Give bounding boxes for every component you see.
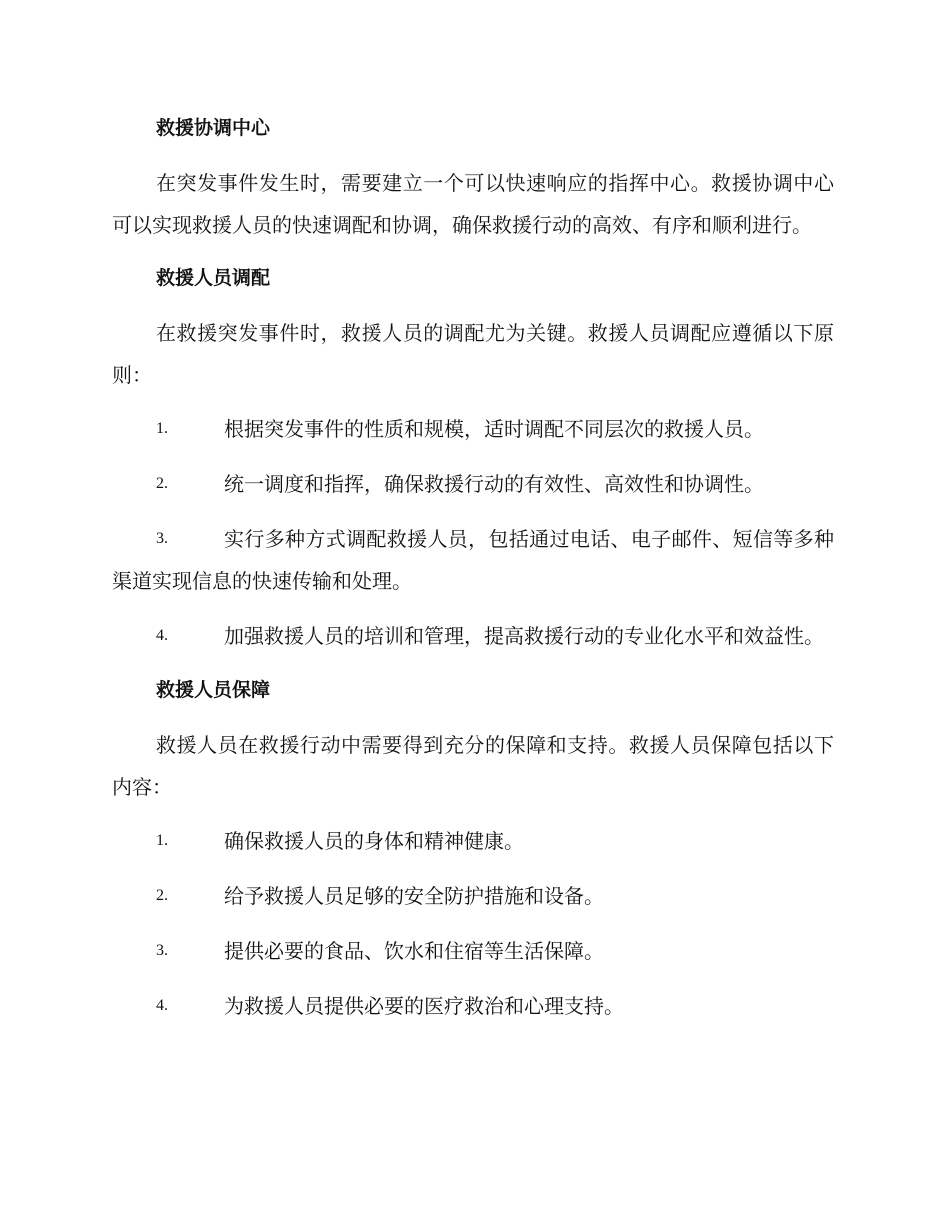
section-heading: 救援人员保障 (156, 679, 271, 701)
list-item (112, 930, 834, 972)
list-item (112, 875, 834, 917)
section-heading: 救援协调中心 (156, 117, 271, 139)
list-item (112, 820, 834, 862)
section-paragraph: 在突发事件发生时，需要建立一个可以快速响应的指挥中心。救援协调中心可以实现救援人员的快速调配和协调，确保救援行动的高效、有序和顺利进行。 (112, 171, 834, 237)
list-item-number: 4. (156, 627, 168, 644)
list-item-number: 1. (156, 420, 168, 437)
list-item-text: 根据突发事件的性质和规模，适时调配不同层次的救援人员。 (224, 417, 764, 441)
list-item-text: 确保救援人员的身体和精神健康。 (224, 829, 524, 853)
section-heading: 救援人员调配 (156, 267, 271, 289)
document-page (112, 108, 834, 1040)
section-rescue-coordination-center (112, 108, 834, 246)
section-paragraph: 救援人员在救援行动中需要得到充分的保障和支持。救援人员保障包括以下内容： (112, 733, 834, 799)
list-item-number: 4. (156, 997, 168, 1014)
list-item (112, 518, 834, 602)
list-item-text: 为救援人员提供必要的医疗救治和心理支持。 (224, 994, 624, 1018)
list-item (112, 408, 834, 450)
list-item-text: 统一调度和指挥，确保救援行动的有效性、高效性和协调性。 (224, 472, 764, 496)
list-item-number: 2. (156, 475, 168, 492)
list-item-text: 加强救援人员的培训和管理，提高救援行动的专业化水平和效益性。 (224, 624, 824, 648)
list-item (112, 985, 834, 1027)
section-paragraph: 在救援突发事件时，救援人员的调配尤为关键。救援人员调配应遵循以下原则： (112, 321, 834, 387)
section-rescue-personnel-deployment (112, 258, 834, 657)
list-item-text: 实行多种方式调配救援人员，包括通过电话、电子邮件、短信等多种渠道实现信息的快速传输和处理。 (112, 527, 834, 593)
list-item-text: 给予救援人员足够的安全防护措施和设备。 (224, 884, 604, 908)
list-item-text: 提供必要的食品、饮水和住宿等生活保障。 (224, 939, 604, 963)
list-item-number: 3. (156, 942, 168, 959)
list-item (112, 463, 834, 505)
section-rescue-personnel-support (112, 670, 834, 1027)
list-item-number: 3. (156, 530, 168, 547)
list-item-number: 1. (156, 832, 168, 849)
list-item-number: 2. (156, 887, 168, 904)
list-item (112, 615, 834, 657)
